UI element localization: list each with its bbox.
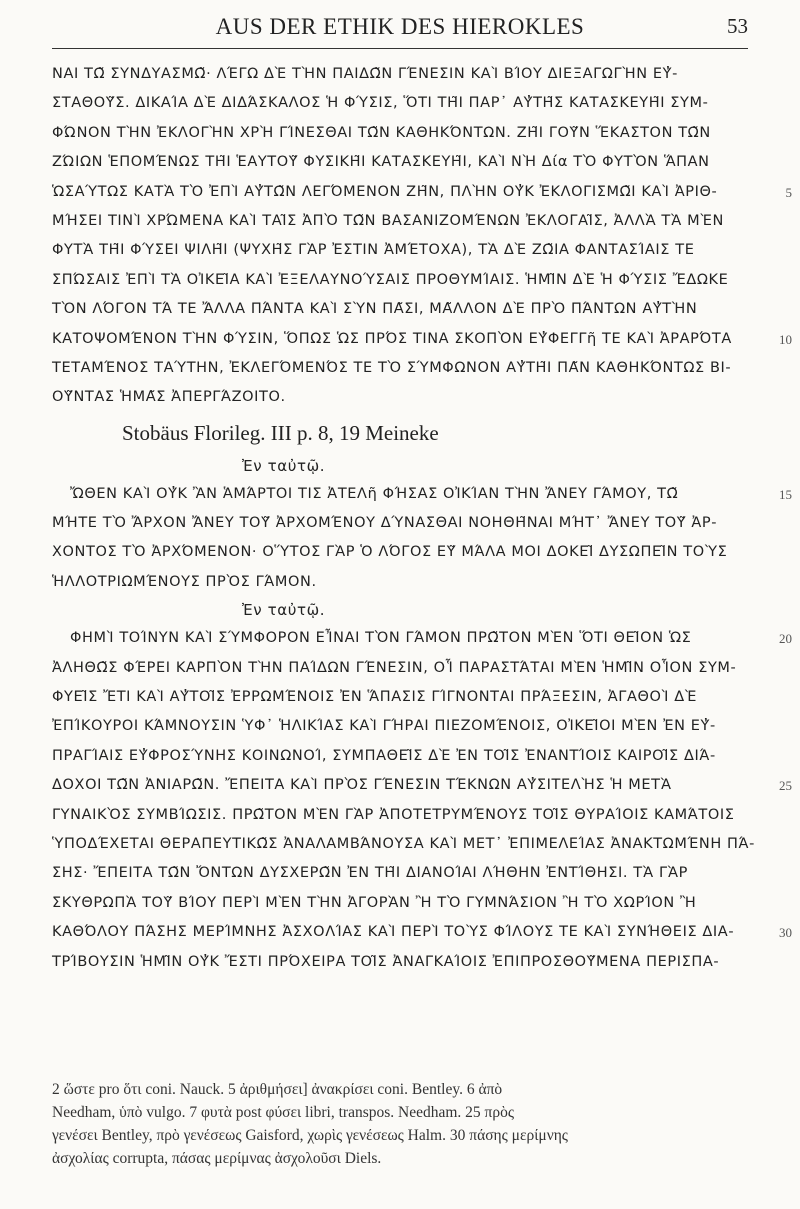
line-number: 30 [779, 925, 792, 941]
text-line [52, 742, 748, 771]
line-number: 15 [779, 486, 792, 502]
footnote-line: 2 ὥστε pro ὅτι coni. Nauck. 5 ἀριθμήσει] ἀνακρίσει coni. Bentley. 6 ἀπὸ [52, 1081, 503, 1098]
line-number: 25 [779, 778, 792, 794]
line-text: ΤΕΤΑΜΈΝΟΣ ΤΑΎΤΗΝ, ἘΚΛΕΓΌΜΕΝΌΣ ΤΕ ΤῸ ΣΎΜΦΩΝΟΝ ΑΥ̓ΤΗ͂Ι ΠΑ͂Ν ΚΑΘΗΚΌΝΤΩΣ ΒΙ- [52, 359, 732, 376]
text-line [52, 266, 748, 295]
text-line [52, 480, 792, 509]
footnote-line: Needham, ὑπὸ vulgo. 7 φυτὰ post φύσει libri, transpos. Needham. 25 πρὸς [52, 1104, 514, 1121]
line-text: ἩΛΛΟΤΡΙΩΜΈΝΟΥΣ ΠΡῸΣ ΓΆΜΟΝ. [52, 573, 317, 590]
line-text: ΧΟΝΤΟΣ ΤῸ ἈΡΧΌΜΕΝΟΝ· ΟὝΤΟΣ ΓᾺΡ Ὁ ΛΌΓΟΣ ΕΥ͂ ΜΆΛΑ ΜΟΙ ΔΟΚΕΙ͂ ΔΥΣΩΠΕΙ͂Ν ΤΟῪΣ [52, 544, 728, 561]
text-line [52, 538, 748, 567]
page-number: 53 [727, 14, 748, 38]
line-text: ΚΑΤΟΨΟΜΈΝΟΝ ΤῊΝ ΦΎΣΙΝ, ὍΠΩΣ ὩΣ ΠΡΌΣ ΤΙΝΑ ΣΚΟΠῸΝ ΕΥ̓ΦΕΓΓῆ ΤΕ ΚΑῚ ἈΡΑΡΌΤΑ [52, 330, 732, 347]
text-block-intro [52, 60, 792, 413]
text-line [52, 236, 748, 265]
text-line [52, 771, 792, 800]
line-text: ΦΗΜῚ ΤΟΊΝΥΝ ΚΑῚ ΣΎΜΦΟΡΟΝ ΕἾΝΑΙ ΤῸΝ ΓΆΜΟΝ ΠΡΩ͂ΤΟΝ ΜῈΝ ὍΤΙ ΘΕΙ͂ΟΝ ὩΣ [70, 630, 692, 647]
text-line [52, 60, 748, 89]
line-text: ΟΥ͂ΝΤΑΣ ἩΜΑ͂Σ ἈΠΕΡΓΆΖΟΙΤΟ. [52, 389, 286, 406]
footnote-line: γενέσει Bentley, πρὸ γενέσεως Gaisford, χωρὶς γενέσεως Halm. 30 πάσης μερίμνης [52, 1127, 568, 1144]
footnotes [52, 1078, 748, 1170]
text-line [52, 295, 748, 324]
line-text: ΚΑΘΌΛΟΥ ΠΆΣΗΣ ΜΕΡΊΜΝΗΣ ἈΣΧΟΛΊΑΣ ΚΑῚ ΠΕΡῚ ΤΟῪΣ ΦΊΛΟΥΣ ΤΕ ΚΑῚ ΣΥΝΉΘΕΙΣ ΔΙΑ- [52, 924, 735, 941]
text-line [52, 509, 748, 538]
line-text: ὩΣΑΎΤΩΣ ΚΑΤᾺ ΤῸ ἘΠῚ ΑΥ̓ΤΩ͂Ν ΛΕΓΌΜΕΝΟΝ ΖΗ͂Ν, ΠΛῊΝ ΟΥ̓Κ ἘΚΛΟΓΙΣΜΩ͂Ι ΚΑῚ ἈΡΙΘ- [52, 183, 718, 200]
line-text: ἘΠΊΚΟΥΡΟΙ ΚΆΜΝΟΥΣΙΝ ὙΦ᾽ ἩΛΙΚΊΑΣ ΚΑῚ ΓΉΡΑΙ ΠΙΕΖΟΜΈΝΟΙΣ, ΟἸΚΕΙ͂ΟΙ ΜῈΝ ἘΝ ΕΥ̓- [52, 718, 716, 735]
text-line [52, 568, 748, 597]
line-text: ὬΘΕΝ ΚΑῚ ΟΥ̓Κ ἊΝ ἉΜΆΡΤΟΙ ΤΙΣ ἈΤΕΛῆ ΦΉΣΑΣ ΟἸΚΊΑΝ ΤῊΝ ἌΝΕΥ ΓΆΜΟΥ, ΤΩ͂ [70, 485, 679, 502]
text-line [52, 830, 756, 859]
text-line [52, 683, 748, 712]
text-line [52, 383, 748, 412]
text-line [52, 89, 748, 118]
text-block-section2 [52, 624, 792, 977]
line-text: ΦΥΕΙ͂Σ ἜΤΙ ΚΑῚ ΑΥ̓ΤΟΙ͂Σ ἘΡΡΩΜΈΝΟΙΣ ἘΝ ἍΠΑΣΙΣ ΓΊΓΝΟΝΤΑΙ ΠΡΆΞΕΣΙΝ, ἈΓΑΘΟῚ ΔῈ [52, 689, 697, 706]
text-line [52, 859, 748, 888]
line-text: ΖΏΙΩΝ ἙΠΟΜΈΝΩΣ ΤΗ͂Ι ἙΑΥΤΟΥ͂ ΦΥΣΙΚΗ͂Ι ΚΑΤΑΣΚΕΥΗ͂Ι, ΚΑῚ ΝῊ Δία ΤῸ ΦΥΤῸΝ ἍΠΑΝ [52, 154, 710, 171]
text-line [52, 712, 748, 741]
page-body [52, 60, 792, 977]
running-title: AUS DER ETHIK DES HIEROKLES [215, 14, 585, 39]
text-line [52, 148, 748, 177]
line-text: ΜΉΤΕ ΤῸ ἌΡΧΟΝ ἌΝΕΥ ΤΟΥ͂ ἈΡΧΟΜΈΝΟΥ ΔΎΝΑΣΘΑΙ ΝΟΗΘΗ͂ΝΑΙ ΜΉΤ᾽ ἌΝΕΥ ΤΟΥ͂ ἈΡ- [52, 515, 718, 532]
line-text: ΝΑΙ ΤΩ͂ ΣΥΝΔΥΑΣΜΩ͂· ΛΈΓΩ ΔῈ ΤῊΝ ΠΑΙΔΩ͂Ν ΓΈΝΕΣΙΝ ΚΑῚ ΒΊΟΥ ΔΙΕΞΑΓΩΓῊΝ ΕΥ̓- [52, 66, 678, 82]
text-line [52, 624, 792, 653]
text-line [52, 178, 792, 207]
line-text: ΣΤΑΘΟΥ͂Σ. ΔΙΚΑΊΑ ΔῈ ΔΙΔΆΣΚΑΛΟΣ Ἡ ΦΎΣΙΣ, ὍΤΙ ΤΗ͂Ι ΠΑΡ᾽ ΑΥ̓ΤΗ͂Σ ΚΑΤΑΣΚΕΥΗ͂Ι ΣΥΜ- [52, 95, 709, 112]
line-text: ΔΟΧΟΙ ΤΩ͂Ν ἈΝΙΑΡΩ͂Ν. ἜΠΕΙΤΑ ΚΑῚ ΠΡῸΣ ΓΈΝΕΣΙΝ ΤΈΚΝΩΝ ΑΥ̓ΣΙΤΕΛῊΣ Ἡ ΜΕΤᾺ [52, 777, 672, 794]
line-text: ΤῸΝ ΛΌΓΟΝ ΤΆ ΤΕ ἌΛΛΑ ΠΆΝΤΑ ΚΑῚ ΣῪΝ ΠΑ͂ΣΙ, ΜΑ͂ΛΛΟΝ ΔῈ ΠΡῸ ΠΆΝΤΩΝ ΑΥ̓ΤῊΝ [52, 301, 698, 318]
text-line [52, 207, 748, 236]
text-line [52, 889, 748, 918]
section-heading: Stobäus Florileg. III p. 8, 19 Meineke [122, 420, 439, 445]
text-line [52, 801, 748, 830]
line-text: ἈΛΗΘΩ͂Σ ΦΈΡΕΙ ΚΑΡΠῸΝ ΤῊΝ ΠΑΊΔΩΝ ΓΈΝΕΣΙΝ, ΟἿ ΠΑΡΑΣΤΆΤΑΙ ΜῈΝ ἩΜΙ͂Ν ΟἿΟΝ ΣΥΜ- [52, 659, 737, 676]
text-block-section1 [52, 480, 792, 598]
line-text: ΣΚΥΘΡΩΠᾺ ΤΟΥ͂ ΒΊΟΥ ΠΕΡῚ ΜῈΝ ΤῊΝ ἈΓΟΡᾺΝ Ἢ ΤῸ ΓΥΜΝΆΣΙΟΝ Ἢ ΤῸ ΧΩΡΊΟΝ Ἢ [52, 894, 697, 911]
line-text: ὙΠΟΔΈΧΕΤΑΙ ΘΕΡΑΠΕΥΤΙΚΩ͂Σ ἈΝΑΛΑΜΒΆΝΟΥΣΑ ΚΑῚ ΜΕΤ᾽ ἘΠΙΜΕΛΕΊΑΣ ἈΝΑΚΤΩΜΈΝΗ ΠΆ- [52, 835, 756, 852]
line-number: 10 [779, 331, 792, 347]
footnote-line: ἀσχολίας corrupta, πάσας μερίμνας ἀσχολοῦσι Diels. [52, 1150, 382, 1167]
section-subheading-1: Ἐν ταὐτῷ. [242, 456, 326, 475]
text-line [52, 325, 792, 354]
line-number: 20 [779, 631, 792, 647]
line-text: ΤΡΊΒΟΥΣΙΝ ἩΜΙ͂Ν ΟΥ̓Κ ἜΣΤΙ ΠΡΌΧΕΙΡΑ ΤΟΙ͂Σ ἈΝΑΓΚΑΊΟΙΣ ἘΠΙΠΡΟΣΘΟΥ͂ΜΕΝΑ ΠΕΡΙΣΠΑ- [52, 953, 720, 970]
running-header [52, 8, 748, 49]
text-line [52, 119, 748, 148]
line-text: ΜΉΣΕΙ ΤΙΝῚ ΧΡΏΜΕΝΑ ΚΑῚ ΤΑΙ͂Σ ἈΠῸ ΤΩ͂Ν ΒΑΣΑΝΙΖΟΜΈΝΩΝ ἘΚΛΟΓΑΙ͂Σ, ἈΛΛᾺ ΤᾺ ΜῈΝ [52, 212, 724, 229]
line-text: ΠΡΑΓΊΑΙΣ ΕΥ̓ΦΡΟΣΎΝΗΣ ΚΟΙΝΩΝΟΊ, ΣΥΜΠΑΘΕΙ͂Σ ΔῈ ἘΝ ΤΟΙ͂Σ ἘΝΑΝΤΊΟΙΣ ΚΑΙΡΟΙ͂Σ ΔΙΆ- [52, 747, 716, 764]
text-line [52, 654, 748, 683]
section-subheading-2: Ἐν ταὐτῷ. [242, 601, 326, 620]
line-number: 5 [785, 184, 792, 200]
line-text: ΣΗΣ· ἜΠΕΙΤΑ ΤΩ͂Ν ὌΝΤΩΝ ΔΥΣΧΕΡΩ͂Ν ἘΝ ΤΗ͂Ι ΔΙΑΝΟΊΑΙ ΛΉΘΗΝ ἘΝΤΊΘΗΣΙ. ΤᾺ ΓᾺΡ [52, 865, 688, 882]
line-text: ΣΠΏΣΑΙΣ ἘΠῚ ΤᾺ ΟἸΚΕΙ͂Α ΚΑῚ ἘΞΕΛΑΥΝΟΎΣΑΙΣ ΠΡΟΘΥΜΊΑΙΣ. ἩΜΙ͂Ν ΔῈ Ἡ ΦΎΣΙΣ ἜΔΩΚΕ [52, 271, 729, 288]
line-text: ΦΥΤᾺ ΤΗ͂Ι ΦΎΣΕΙ ΨΙΛΗ͂Ι (ΨΥΧΗ͂Σ ΓᾺΡ ἘΣΤΙΝ ἈΜΈΤΟΧΑ), ΤᾺ ΔῈ ΖΩ͂ΙΑ ΦΑΝΤΑΣΊΑΙΣ ΤΕ [52, 242, 695, 259]
text-line [52, 354, 748, 383]
line-text: ΦΏΝΟΝ ΤῊΝ ἘΚΛΟΓῊΝ ΧΡῊ ΓΊΝΕΣΘΑΙ ΤΩ͂Ν ΚΑΘΗΚΌΝΤΩΝ. ΖΗ͂Ι ΓΟΥ͂Ν ἝΚΑΣΤΟΝ ΤΩ͂Ν [52, 124, 711, 141]
text-line [52, 948, 748, 977]
line-text: ΓΥΝΑΙΚῸΣ ΣΥΜΒΊΩΣΙΣ. ΠΡΩ͂ΤΟΝ ΜῈΝ ΓᾺΡ ἈΠΟΤΕΤΡΥΜΈΝΟΥΣ ΤΟΙ͂Σ ΘΥΡΑΊΟΙΣ ΚΑΜΆΤΟΙΣ [52, 806, 735, 823]
text-line [52, 918, 792, 947]
